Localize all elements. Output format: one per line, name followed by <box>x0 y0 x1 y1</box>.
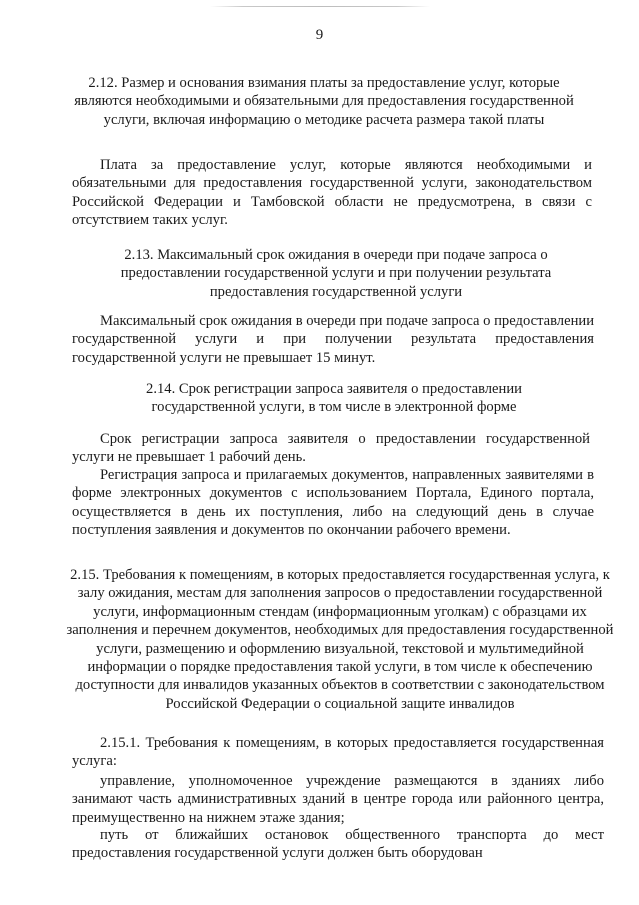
section-heading-2-14: 2.14. Срок регистрации запроса заявителя о предоставлении государственной услуги, в том числе в электронной форме <box>146 381 522 416</box>
page-number: 9 <box>315 27 324 43</box>
section-paragraph-2-15-1: 2.15.1. Требования к помещениям, в которых предоставляется государственная услуга: <box>72 735 604 770</box>
section-paragraph-2-14-registration-process: Регистрация запроса и прилагаемых документов, направленных заявителями в форме электронных документов с использованием Портала, Единого портала, осуществляется в день их поступления, либо на следующий день в случае поступления заявления и документов по окончании рабочего времени. <box>72 467 594 539</box>
section-paragraph-2-15-placement: управление, уполномоченное учреждение размещаются в зданиях либо занимают часть административных зданий в центре города или районного центра, преимущественно на нижнем этаже здания; <box>72 773 604 826</box>
section-paragraph-2-14-registration-term: Срок регистрации запроса заявителя о предоставлении государственной услуги не превышает 1 рабочий день. <box>72 431 590 466</box>
section-paragraph-2-15-path: путь от ближайших остановок общественного транспорта до мест предоставления государственной услуги должен быть оборудован <box>72 827 604 862</box>
section-paragraph-2-13: Максимальный срок ожидания в очереди при подаче запроса о предоставлении государственной услуги и при получении результата предоставления государственной услуги не превышает 15 минут. <box>72 313 594 366</box>
section-paragraph-2-12: Плата за предоставление услуг, которые являются необходимыми и обязательными для предоставления государственной услуги, законодательством Российской Федерации и Тамбовской области не предусмотрена, в связи с отсутствием таких услуг. <box>72 157 592 229</box>
section-heading-2-13: 2.13. Максимальный срок ожидания в очереди при подаче запроса о предоставлении государственной услуги и при получении результата предоставления государственной услуги <box>120 247 552 300</box>
section-heading-2-12: 2.12. Размер и основания взимания платы за предоставление услуг, которые являются необходимыми и обязательными для предоставления государственной услуги, включая информацию о методике расчета размера такой платы <box>74 75 574 128</box>
section-heading-2-15: 2.15. Требования к помещениям, в которых предоставляется государственная услуга, к залу ожидания, местам для заполнения запросов о предоставлении государственной услуги, информационным стендам (информационным уголкам) с образцами их заполнения и перечнем документов, необходимых для предоставления государственной услуги, размещению и оформлению визуальной, текстовой и мультимедийной информации о порядке предоставления такой услуги, в том числе к обеспечению доступности для инвалидов указанных объектов в соответствии с законодательством Российской Федерации о социальной защите инвалидов <box>66 567 614 712</box>
